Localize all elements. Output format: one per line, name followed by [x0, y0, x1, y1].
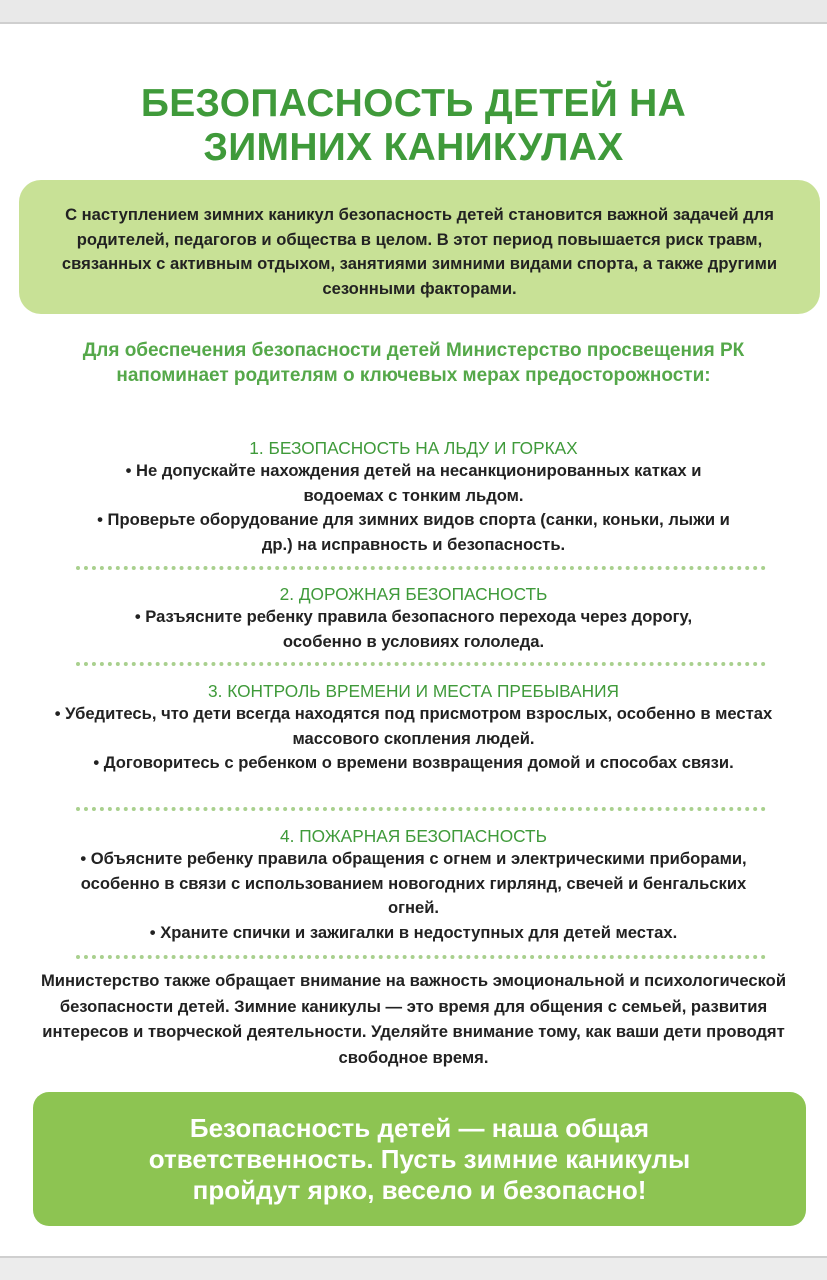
- bullet-item: • Проверьте оборудование для зимних видов спорта (санки, коньки, лыжи и др.) на исправность и безопасность.: [97, 510, 730, 554]
- bullet-item: • Храните спички и зажигалки в недоступных для детей местах.: [149, 922, 678, 942]
- section-time-control: [40, 680, 787, 776]
- dotted-divider: [76, 955, 766, 959]
- lead-paragraph: Для обеспечения безопасности детей Министерство просвещения РК напоминает родителям о ключевых мерах предосторожности:: [82, 340, 745, 386]
- bullet-item: • Убедитесь, что дети всегда находятся под присмотром взрослых, особенно в местах массового скопления людей.: [54, 704, 773, 748]
- section-fire-safety: [40, 825, 787, 945]
- dotted-divider: [76, 566, 766, 570]
- bullet-item: • Разъясните ребенку правила безопасного перехода через дорогу, особенно в условиях гололеда.: [134, 607, 693, 651]
- page-top-edge: [0, 0, 827, 30]
- page-title: БЕЗОПАСНОСТЬ ДЕТЕЙ НА ЗИМНИХ КАНИКУЛАХ: [140, 82, 687, 169]
- section-ice-safety: [40, 437, 787, 557]
- section-title: 3. КОНТРОЛЬ ВРЕМЕНИ И МЕСТА ПРЕБЫВАНИЯ: [208, 681, 619, 701]
- section-title: 2. ДОРОЖНАЯ БЕЗОПАСНОСТЬ: [279, 584, 548, 604]
- section-title: 1. БЕЗОПАСНОСТЬ НА ЛЬДУ И ГОРКАХ: [249, 438, 578, 458]
- closing-banner: Безопасность детей — наша общая ответственность. Пусть зимние каникулы пройдут ярко, весело и безопасно!: [33, 1092, 806, 1226]
- page-bottom-edge: [0, 1250, 827, 1280]
- bullet-item: • Объясните ребенку правила обращения с огнем и электрическими приборами, особенно в связи с использованием новогодних гирлянд, свечей и бенгальских огней.: [80, 849, 747, 917]
- intro-box: С наступлением зимних каникул безопасность детей становится важной задачей для родителей, педагогов и общества в целом. В этот период повышается риск травм, связанных с активным отдыхом, занятиями зимними видами спорта, а также другими сезонными факторами.: [19, 180, 820, 314]
- dotted-divider: [76, 662, 766, 666]
- bullet-item: • Не допускайте нахождения детей на несанкционированных катках и водоемах с тонким льдом.: [125, 461, 702, 505]
- dotted-divider: [76, 807, 766, 811]
- closing-paragraph: Министерство также обращает внимание на важность эмоциональной и психологической безопасности детей. Зимние каникулы — это время для общения с семьей, развития интересов и творческой деятельности. Уделяйте внимание тому, как ваши дети проводят свободное время.: [40, 971, 787, 1067]
- section-road-safety: [40, 583, 787, 654]
- section-title: 4. ПОЖАРНАЯ БЕЗОПАСНОСТЬ: [280, 826, 547, 846]
- bullet-item: • Договоритесь с ребенком о времени возвращения домой и способах связи.: [93, 753, 734, 772]
